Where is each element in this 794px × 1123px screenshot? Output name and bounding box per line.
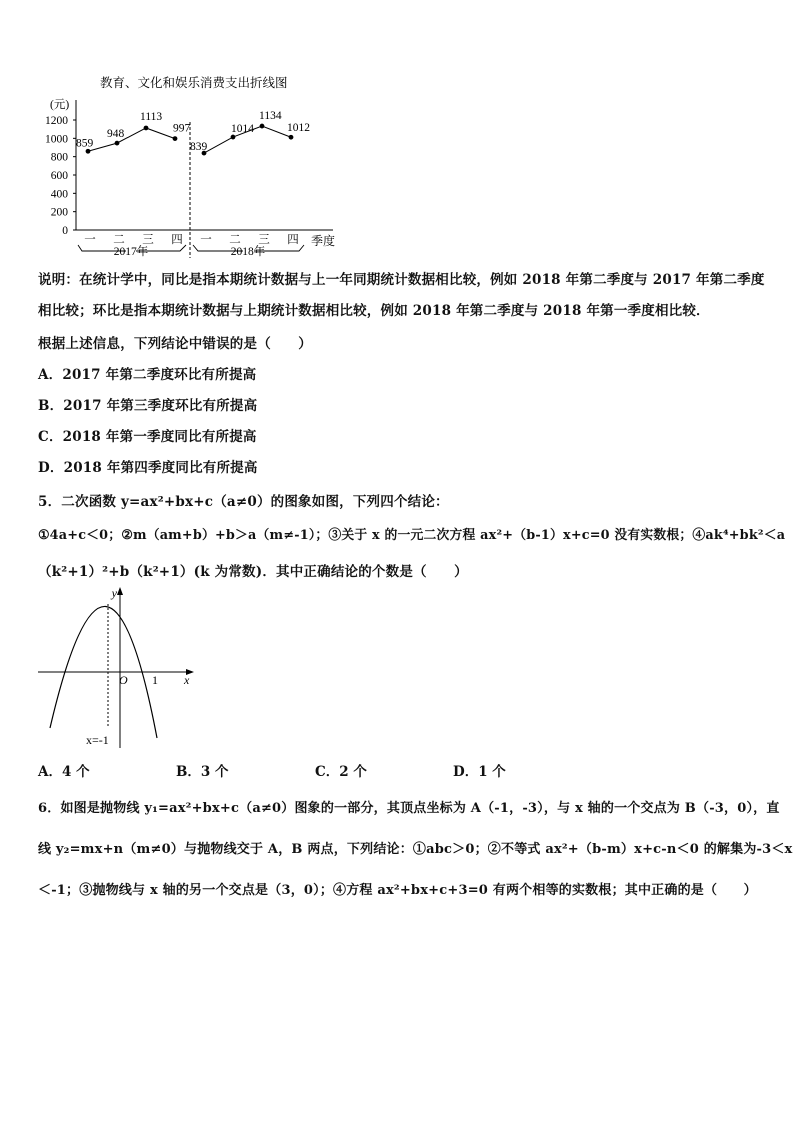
y-tick-label: 1000 bbox=[45, 133, 68, 146]
y-tick-label: 200 bbox=[50, 206, 68, 219]
one-tick-label: 1 bbox=[152, 673, 158, 687]
q4-option-d: D．2018 年第四季度同比有所提高 bbox=[38, 460, 258, 476]
x-category-labels bbox=[84, 233, 299, 246]
data-label: 997 bbox=[173, 122, 191, 135]
data-point bbox=[260, 124, 265, 129]
x-tick-label: 二 bbox=[229, 234, 241, 246]
x-tick-label: 三 bbox=[142, 234, 154, 246]
q6-stem-line-1: 6．如图是抛物线 y₁=ax²+bx+c（a≠0）图象的一部分，其顶点坐标为 A（-1，-3），与 x 轴的一个交点为 B（-3，0），直 bbox=[38, 801, 780, 816]
y-tick-label: 600 bbox=[50, 170, 68, 182]
q5-option-d: D．1 个 bbox=[453, 764, 506, 780]
q5-stem-line-1: 5．二次函数 y=ax²+bx+c（a≠0）的图象如图，下列四个结论： bbox=[38, 494, 449, 510]
data-point bbox=[289, 135, 294, 140]
x-tick-label: 三 bbox=[258, 234, 270, 246]
chart-title: 教育、文化和娱乐消费支出折线图 bbox=[100, 76, 288, 90]
y-axis-label: y bbox=[111, 586, 117, 600]
q5-option-a: A．4 个 bbox=[38, 764, 90, 780]
y-tick-label: 400 bbox=[50, 188, 68, 201]
x-axis-label: x bbox=[184, 673, 190, 687]
year-brackets bbox=[78, 245, 304, 251]
y-unit-label: (元) bbox=[50, 99, 70, 111]
y-tick-labels bbox=[45, 115, 76, 237]
x-tick-label: 二 bbox=[113, 234, 125, 246]
consumption-line-chart bbox=[30, 70, 360, 260]
axis-of-symmetry-label: x=-1 bbox=[86, 733, 109, 747]
data-series bbox=[76, 110, 310, 155]
y-tick-label: 0 bbox=[62, 225, 68, 237]
q5-stem-line-2: ①4a+c＜0；②m（am+b）+b＞a（m≠-1）；③关于 x 的一元二次方程 ax²+（b-1）x+c=0 没有实数根；④ak⁴+bk²＜a bbox=[38, 528, 786, 543]
definition-line-2: 相比较；环比是指本期统计数据与上期统计数据相比较，例如 2018 年第二季度与 2018 年第一季度相比较． bbox=[38, 303, 710, 319]
data-point bbox=[231, 135, 236, 140]
data-label: 1113 bbox=[140, 110, 163, 123]
data-label: 948 bbox=[107, 128, 125, 141]
parabola-graph bbox=[30, 580, 205, 750]
data-point bbox=[86, 149, 91, 154]
q6-stem-line-2: 线 y₂=mx+n（m≠0）与抛物线交于 A，B 两点，下列结论：①abc＞0；②不等式 ax²+（b-m）x+c-n＜0 的解集为-3＜x bbox=[38, 842, 793, 857]
q4-prompt: 根据上述信息，下列结论中错误的是（ ） bbox=[38, 336, 312, 352]
y-tick-label: 1200 bbox=[45, 115, 68, 127]
y-tick-label: 800 bbox=[50, 151, 68, 164]
q5-stem-line-3: （k²+1）²+b（k²+1）(k 为常数)．其中正确结论的个数是（ ） bbox=[38, 564, 468, 580]
q5-option-b: B．3 个 bbox=[176, 764, 229, 780]
x-tick-label: 四 bbox=[287, 234, 299, 246]
origin-label: O bbox=[119, 673, 128, 687]
series-line bbox=[88, 128, 175, 151]
year-label-2017: 2017年 bbox=[113, 246, 149, 258]
year-label-2018: 2018年 bbox=[230, 246, 266, 258]
q4-option-c: C．2018 年第一季度同比有所提高 bbox=[38, 429, 257, 445]
data-point bbox=[115, 141, 120, 146]
data-label: 1134 bbox=[259, 110, 282, 123]
q6-stem-line-3: ＜-1；③抛物线与 x 轴的另一个交点是（3，0）；④方程 ax²+bx+c+3=0 有两个相等的实数根；其中正确的是（ ） bbox=[38, 883, 757, 898]
definition-line-1: 说明：在统计学中，同比是指本期统计数据与上一年同期统计数据相比较，例如 2018 年第二季度与 2017 年第二季度 bbox=[38, 272, 765, 288]
data-label: 1014 bbox=[231, 123, 254, 136]
x-tick-label: 一 bbox=[200, 234, 212, 246]
q4-option-b: B．2017 年第三季度环比有所提高 bbox=[38, 398, 258, 414]
x-tick-label: 四 bbox=[171, 234, 183, 246]
data-label: 839 bbox=[190, 141, 208, 154]
x-tick-label: 一 bbox=[84, 234, 96, 246]
data-label: 1012 bbox=[287, 122, 310, 135]
data-point bbox=[144, 126, 149, 131]
y-axis-arrow bbox=[117, 587, 123, 595]
q4-option-a: A．2017 年第二季度环比有所提高 bbox=[38, 367, 257, 383]
data-point bbox=[173, 136, 178, 141]
q5-option-c: C．2 个 bbox=[315, 764, 367, 780]
data-label: 859 bbox=[76, 137, 94, 150]
x-axis-title: 季度 bbox=[311, 234, 336, 248]
